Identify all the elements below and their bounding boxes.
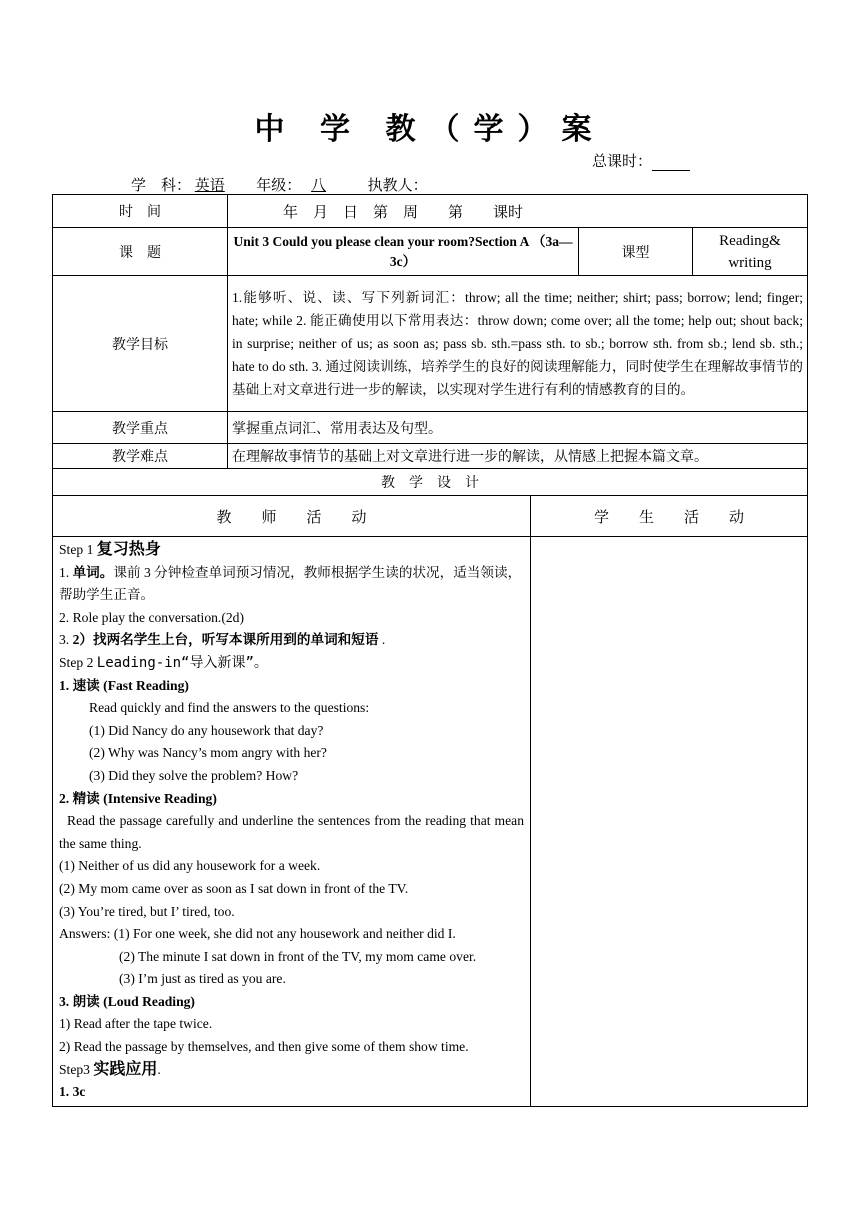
loud-reading-title: 3. 朗读 (Loud Reading)	[59, 993, 195, 1009]
subject-value: 英语	[194, 178, 225, 194]
question-2: (2) Why was Nancy’s mom angry with her?	[89, 745, 327, 761]
intensive-reading-title: 2. 精读 (Intensive Reading)	[59, 790, 217, 806]
intensive-reading-intro: Read the passage carefully and underline the sentences from the reading that mean the same thing.	[59, 813, 524, 851]
teacher-label: 执教人：	[367, 178, 428, 194]
question-1: (1) Did Nancy do any housework that day?	[89, 722, 324, 738]
answer-1: Answers: (1) For one week, she did not any housework and neither did I.	[59, 926, 456, 942]
sentence-2: (2) My mom came over as soon as I sat down in front of the TV.	[59, 880, 409, 896]
topic-label: 课 题	[53, 228, 228, 276]
step3-item1: 1. 3c	[59, 1084, 86, 1100]
design-header: 教 学 设 计	[53, 469, 808, 496]
step1-item3: 3. 2）找两名学生上台，听写本课所用到的单词和短语 .	[59, 632, 386, 648]
grade-value: 八	[311, 178, 327, 194]
info-line	[131, 174, 534, 195]
topic-value: Unit 3 Could you please clean your room?Section A （3a—3c）	[228, 228, 579, 276]
lesson-plan-table	[52, 194, 808, 1107]
student-activity-header: 学 生 活 动	[531, 496, 808, 537]
sentence-3: (3) You’re tired, but I’ tired, too.	[59, 903, 235, 919]
teacher-activity-content	[53, 537, 531, 1107]
type-label: 课型	[579, 228, 693, 276]
key-points-value: 掌握重点词汇、常用表达及句型。	[228, 412, 808, 444]
student-activity-content	[531, 537, 808, 1107]
question-3: (3) Did they solve the problem? How?	[89, 767, 299, 783]
teacher-blank	[428, 180, 534, 195]
total-lessons	[592, 150, 690, 171]
step3-heading: Step3 实践应用.	[59, 1060, 161, 1078]
step1-item2: 2. Role play the conversation.(2d)	[59, 609, 244, 625]
step1-heading: Step 1 复习热身	[59, 541, 161, 558]
fast-reading-title: 1. 速读 (Fast Reading)	[59, 677, 189, 693]
answer-3: (3) I’m just as tired as you are.	[119, 971, 286, 987]
goal-value: 1.能够听、说、读、写下列新词汇：throw; all the time; neither; shirt; pass; borrow; lend; finger; hate; while 2. 能正确使用以下常用表达：throw down; come over; all the tome; help out; shout back; in surprise; neither of us; as soon as; pass sb. sth.=pass sth. to sb.; borrow sth. from sb.; lend sb. sth.; hate to do sth. 3. 通过阅读训练，培养学生的良好的阅读理解能力，同时使学生在理解故事情节的基础上对文章进行进一步的解读，以实现对学生进行有利的情感教育的目的。	[228, 276, 808, 412]
type-value: Reading& writing	[693, 228, 808, 276]
difficulty-label: 教学难点	[53, 444, 228, 469]
loud-reading-1: 1) Read after the tape twice.	[59, 1016, 213, 1032]
teacher-activity-header: 教 师 活 动	[53, 496, 531, 537]
step1-item1: 1. 单词。课前 3 分钟检查单词预习情况，教师根据学生读的状况，适当领读，帮助学生正音。	[59, 564, 522, 603]
grade-label: 年级：	[256, 178, 302, 194]
loud-reading-2: 2) Read the passage by themselves, and then give some of them show time.	[59, 1039, 469, 1055]
sentence-1: (1) Neither of us did any housework for a week.	[59, 858, 321, 874]
fast-reading-intro: Read quickly and find the answers to the questions:	[89, 700, 370, 716]
goal-label: 教学目标	[53, 276, 228, 412]
document-title: 中 学 教（学）案	[254, 113, 606, 146]
difficulty-value: 在理解故事情节的基础上对文章进行进一步的解读，从情感上把握本篇文章。	[228, 444, 808, 469]
step2-heading: Step 2 Leading-in“导入新课”。	[59, 654, 268, 671]
time-label: 时 间	[53, 195, 228, 228]
time-value: 年 月 日 第 周 第 课时	[228, 195, 808, 228]
key-points-label: 教学重点	[53, 412, 228, 444]
answer-2: (2) The minute I sat down in front of the TV, my mom came over.	[119, 948, 477, 964]
total-lessons-label: 总课时：	[592, 154, 653, 170]
subject-label: 学 科：	[131, 178, 192, 194]
total-lessons-blank	[652, 156, 690, 171]
